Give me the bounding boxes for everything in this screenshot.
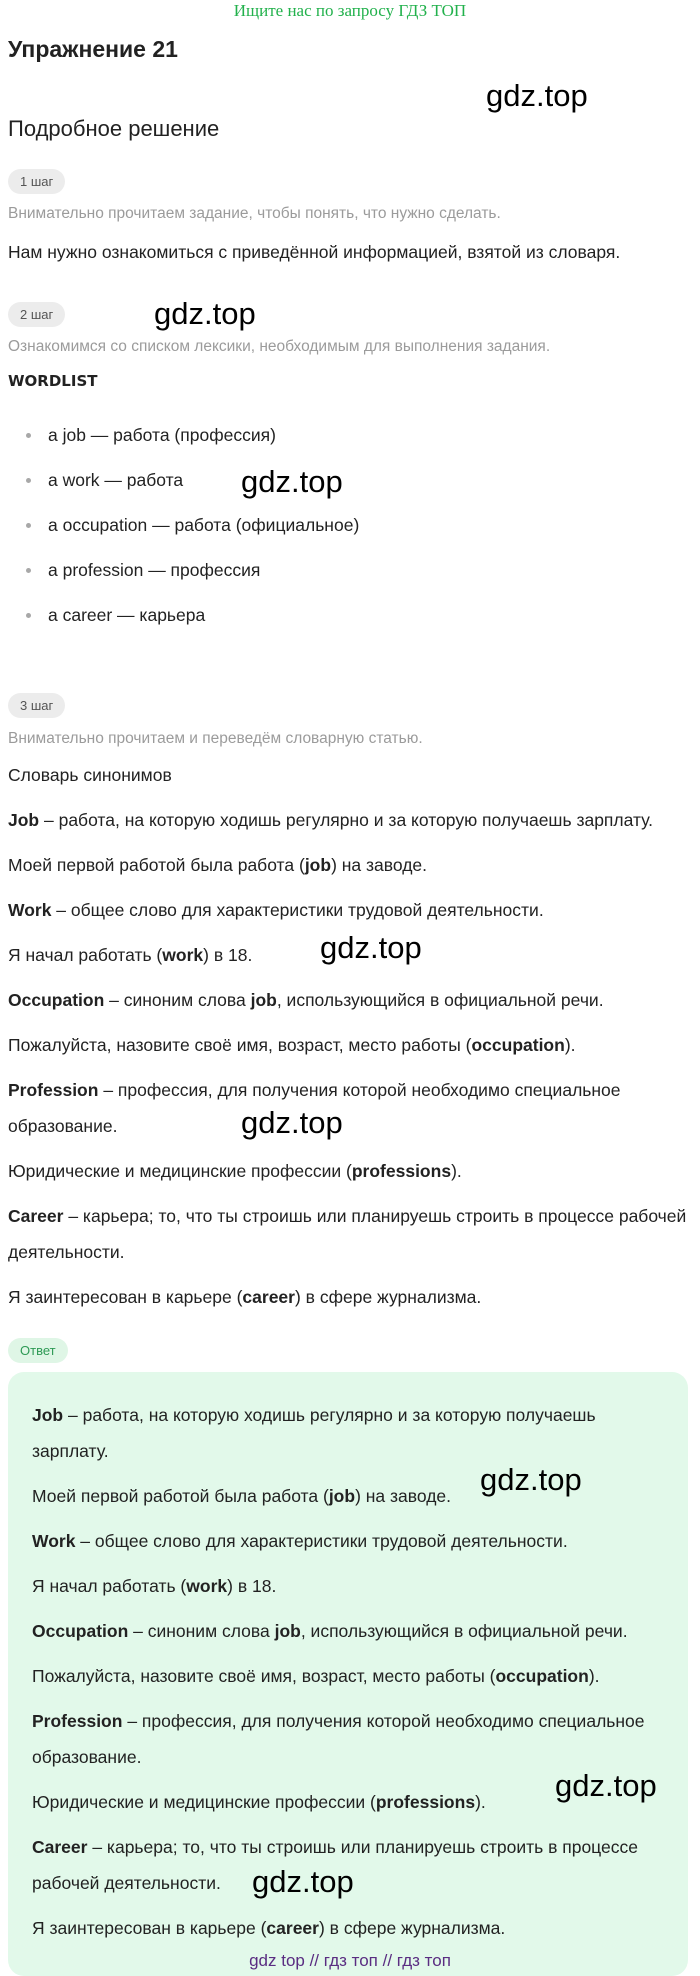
example-occupation: Пожалуйста, назовите своё имя, возраст, место работы (occupation).	[8, 1035, 576, 1055]
list-item: a career — карьера	[0, 600, 359, 645]
top-banner: Ищите нас по запросу ГДЗ ТОП	[233, 1, 467, 20]
watermark: gdz.top	[252, 1864, 354, 1899]
step-2-hint: Ознакомимся со списком лексики, необходимым для выполнения задания.	[8, 338, 551, 355]
answer-badge: Ответ	[8, 1338, 68, 1363]
bullet-icon	[26, 613, 31, 618]
watermark: gdz.top	[486, 78, 588, 113]
page-title: Упражнение 21	[8, 36, 178, 62]
answer-example-job: Моей первой работой была работа (job) на заводе.	[32, 1486, 452, 1506]
entry-job: Job – работа, на которую ходишь регулярно и за которую получаешь зарплату.	[8, 810, 654, 830]
answer-entry-profession: Profession – профессия, для получения которой необходимо специальное образование.	[32, 1711, 645, 1767]
list-item: a work — работа	[0, 465, 359, 510]
watermark: gdz.top	[154, 296, 256, 331]
dictionary-title: Словарь синонимов	[8, 765, 172, 785]
answer-example-profession: Юридические и медицинские профессии (professions).	[32, 1792, 486, 1812]
example-work: Я начал работать (work) в 18.	[8, 945, 253, 965]
example-job: Моей первой работой была работа (job) на заводе.	[8, 855, 428, 875]
answer-entry-occupation: Occupation – синоним слова job, использующийся в официальной речи.	[32, 1621, 628, 1641]
watermark: gdz.top	[555, 1768, 657, 1803]
wordlist	[0, 420, 359, 645]
section-subtitle: Подробное решение	[8, 116, 220, 141]
list-item: a job — работа (профессия)	[0, 420, 359, 465]
footer: gdz top // гдз топ // гдз топ	[249, 1951, 451, 1970]
answer-entry-job: Job – работа, на которую ходишь регулярно и за которую получаешь зарплату.	[32, 1405, 596, 1461]
entry-occupation: Occupation – синоним слова job, использующийся в официальной речи.	[8, 990, 604, 1010]
watermark: gdz.top	[241, 1105, 343, 1140]
answer-example-career: Я заинтересован в карьере (career) в сфере журнализма.	[32, 1918, 506, 1938]
watermark: gdz.top	[320, 930, 422, 965]
watermark: gdz.top	[241, 464, 343, 499]
bullet-icon	[26, 568, 31, 573]
step-2-badge: 2 шаг	[8, 302, 65, 327]
bullet-icon	[26, 478, 31, 483]
answer-example-occupation: Пожалуйста, назовите своё имя, возраст, место работы (occupation).	[32, 1666, 600, 1686]
answer-entry-work: Work – общее слово для характеристики трудовой деятельности.	[32, 1531, 568, 1551]
answer-example-work: Я начал работать (work) в 18.	[32, 1576, 277, 1596]
entry-career: Career – карьера; то, что ты строишь или планируешь строить в процессе рабочей деятельности.	[8, 1206, 687, 1262]
step-3-badge: 3 шаг	[8, 693, 65, 718]
step-1-hint: Внимательно прочитаем задание, чтобы понять, что нужно сделать.	[8, 205, 501, 222]
entry-work: Work – общее слово для характеристики трудовой деятельности.	[8, 900, 544, 920]
list-item: a profession — профессия	[0, 555, 359, 600]
example-profession: Юридические и медицинские профессии (professions).	[8, 1161, 462, 1181]
watermark: gdz.top	[480, 1462, 582, 1497]
list-item: a occupation — работа (официальное)	[0, 510, 359, 555]
step-1-badge: 1 шаг	[8, 169, 65, 194]
wordlist-title: WORDLIST	[8, 372, 98, 390]
step-3-hint: Внимательно прочитаем и переведём словарную статью.	[8, 730, 423, 747]
entry-profession: Profession – профессия, для получения которой необходимо специальное образование.	[8, 1080, 621, 1136]
example-career: Я заинтересован в карьере (career) в сфере журнализма.	[8, 1287, 482, 1307]
step-1-text: Нам нужно ознакомиться с приведённой информацией, взятой из словаря.	[8, 242, 621, 262]
answer-entry-career: Career – карьера; то, что ты строишь или планируешь строить в процессе рабочей деятельности.	[32, 1837, 638, 1893]
bullet-icon	[26, 433, 31, 438]
bullet-icon	[26, 523, 31, 528]
